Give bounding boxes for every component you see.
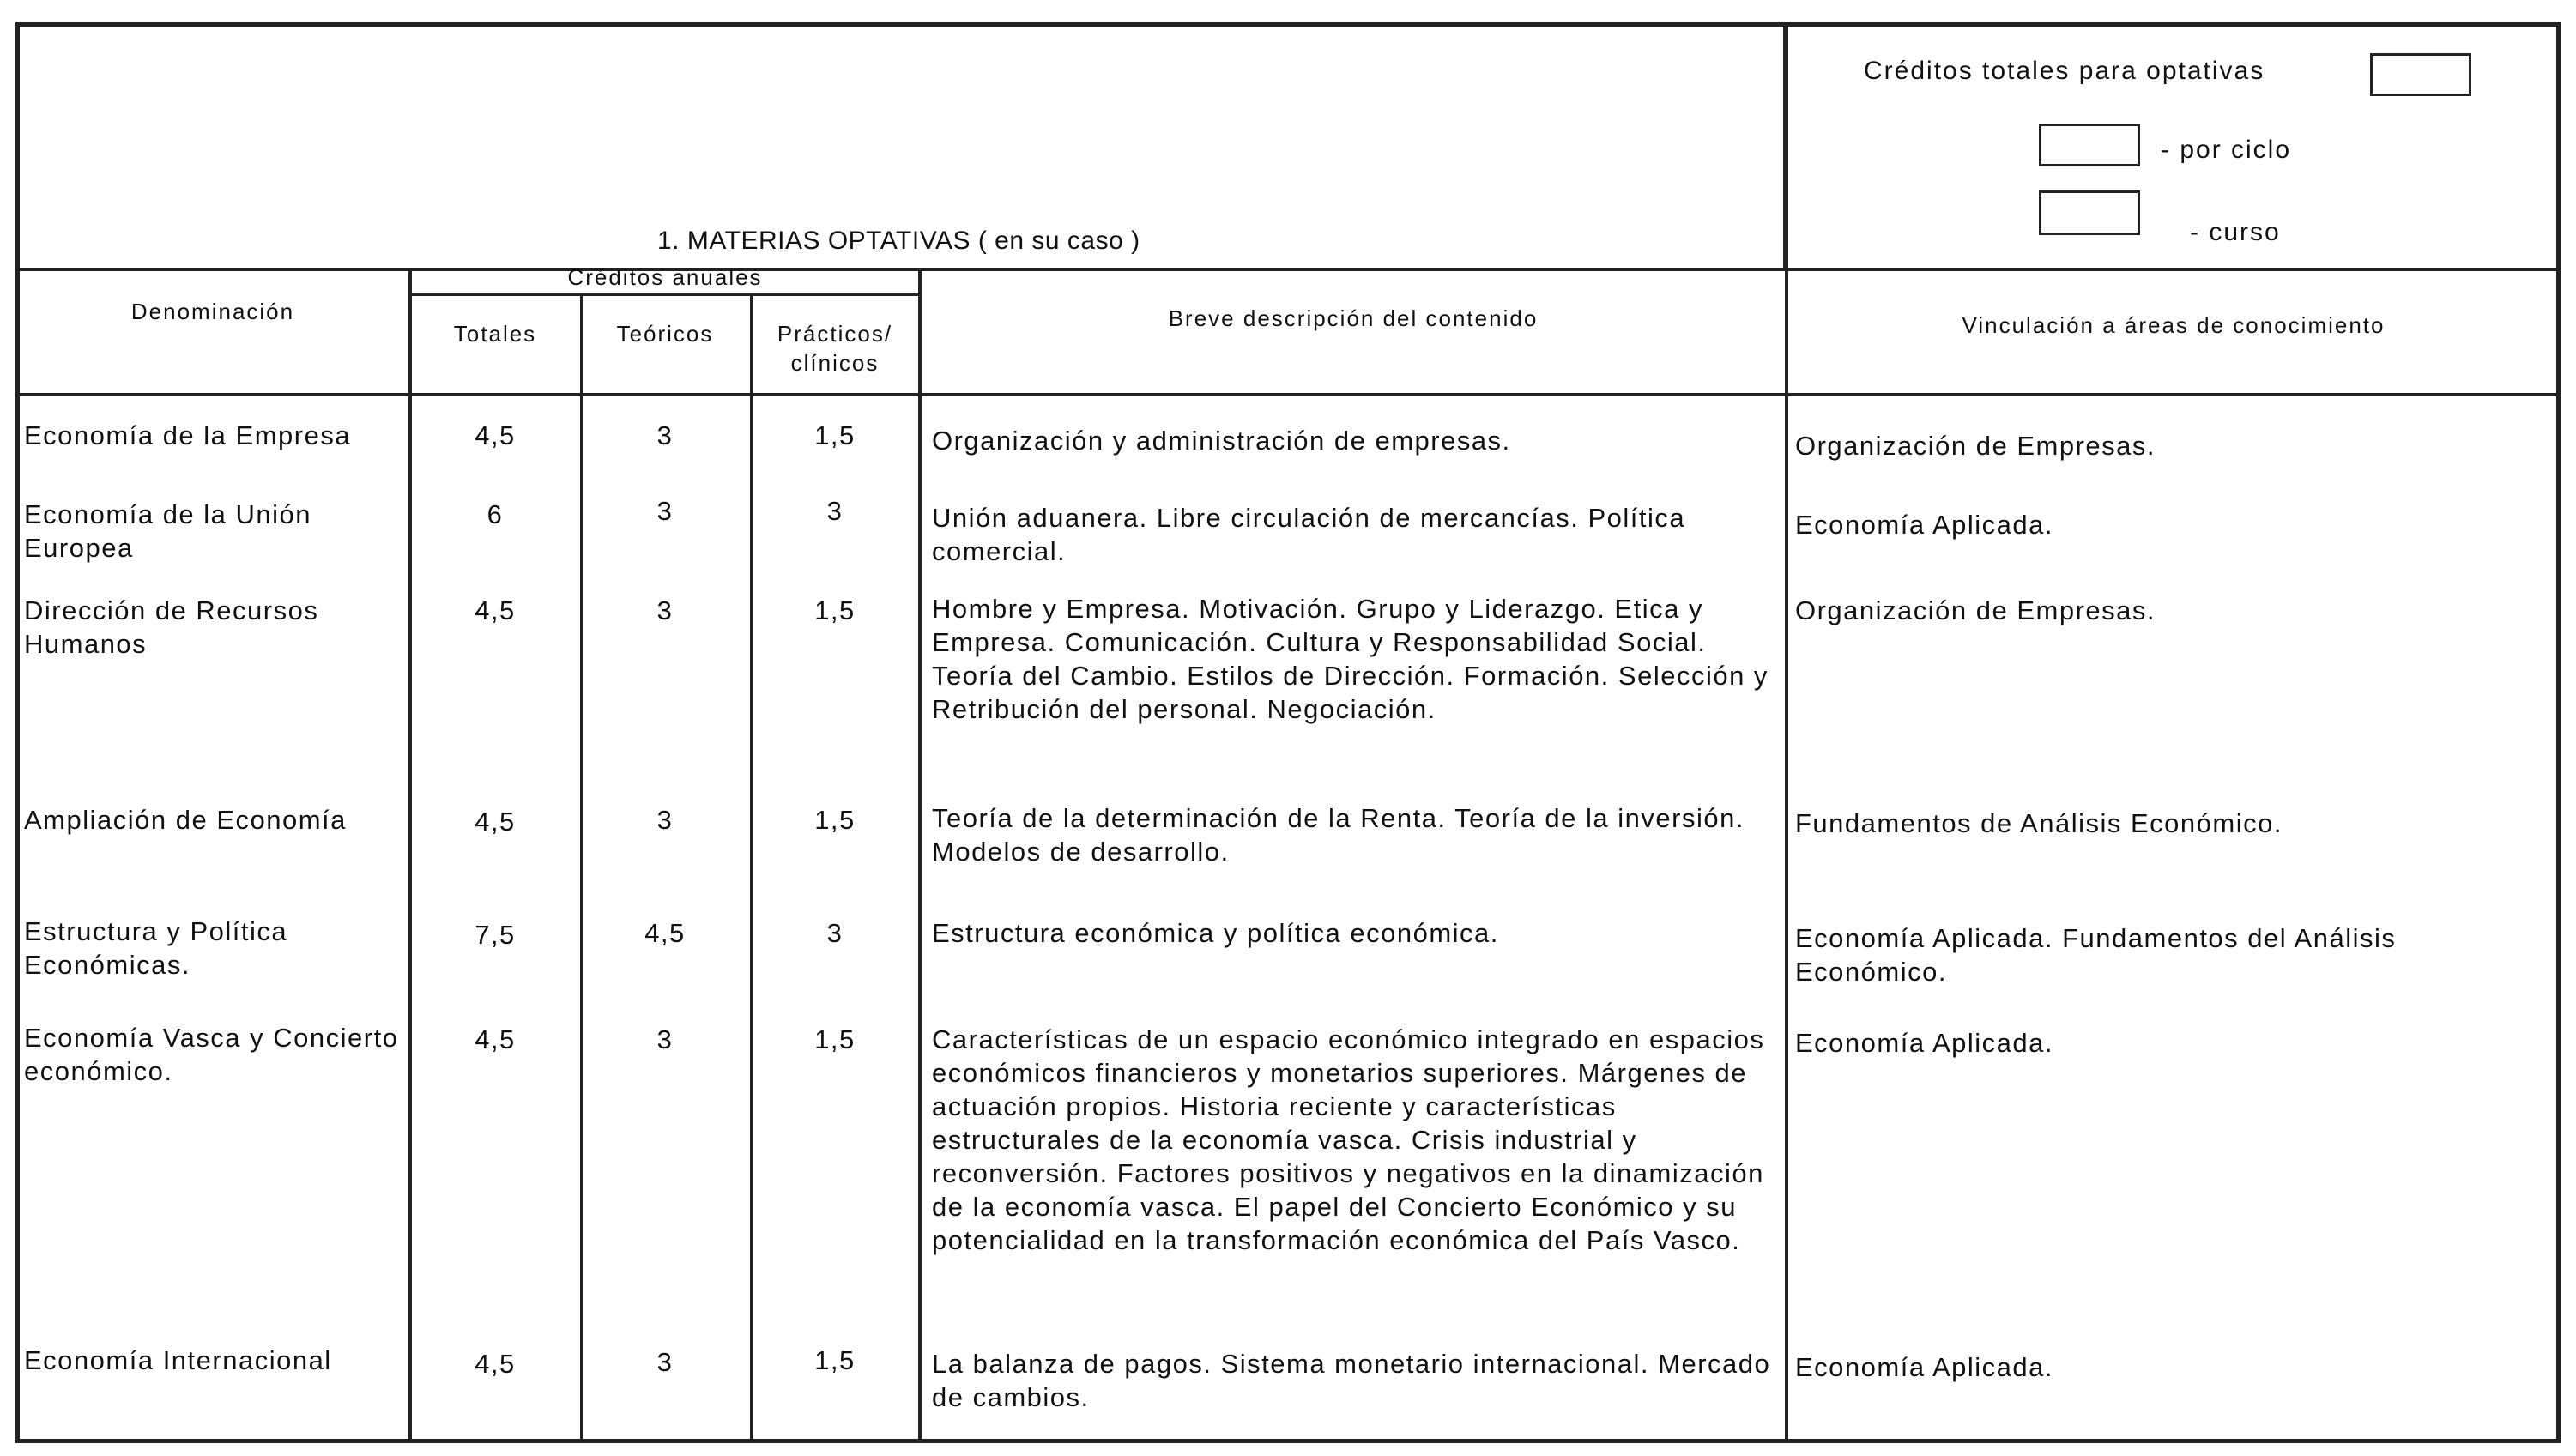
header-practicos: Prácticos/ clínicos bbox=[777, 321, 893, 376]
credits-total-box bbox=[2370, 53, 2471, 96]
column-header-divider bbox=[15, 393, 2561, 396]
header-denominacion: Denominación bbox=[130, 299, 295, 324]
col-divider-2 bbox=[580, 295, 583, 1443]
per-cycle-label: - por ciclo bbox=[2161, 136, 2292, 164]
row-practicos: 1,5 bbox=[814, 595, 856, 625]
row-practicos: 1,5 bbox=[814, 805, 856, 835]
title-cell bbox=[15, 22, 1787, 271]
row-vinculacion: Economía Aplicada. bbox=[1795, 1352, 2054, 1382]
header-teoricos: Teóricos bbox=[616, 321, 714, 347]
row-denominacion: Ampliación de Economía bbox=[24, 805, 347, 835]
col-divider-3 bbox=[750, 295, 753, 1443]
credits-subheader-divider bbox=[410, 293, 920, 296]
header-divider bbox=[15, 268, 2561, 271]
row-descripcion: Teoría de la determinación de la Renta. Teoría de la inversión. Modelos de desarrollo. bbox=[932, 803, 1745, 867]
row-descripcion: Organización y administración de empresas. bbox=[932, 426, 1511, 456]
row-practicos: 1,5 bbox=[814, 1345, 856, 1375]
credits-summary bbox=[1787, 22, 2561, 271]
row-practicos: 1,5 bbox=[814, 420, 856, 450]
row-denominacion: Economía Vasca y Concierto económico. bbox=[24, 1023, 399, 1086]
row-vinculacion: Organización de Empresas. bbox=[1795, 595, 2156, 625]
row-practicos: 3 bbox=[826, 496, 844, 526]
row-teoricos: 3 bbox=[656, 420, 674, 450]
row-practicos: 3 bbox=[826, 918, 844, 948]
row-denominacion: Economía de la Unión Europea bbox=[24, 499, 312, 563]
row-vinculacion: Economía Aplicada. Fundamentos del Análisis Económico. bbox=[1795, 923, 2397, 987]
row-denominacion: Estructura y Política Económicas. bbox=[24, 916, 288, 980]
header-vinculacion: Vinculación a áreas de conocimiento bbox=[1962, 312, 2386, 338]
row-descripcion: La balanza de pagos. Sistema monetario internacional. Mercado de cambios. bbox=[932, 1349, 1771, 1412]
row-totales: 4,5 bbox=[475, 595, 516, 625]
row-denominacion: Economía de la Empresa bbox=[24, 420, 352, 450]
row-teoricos: 4,5 bbox=[644, 918, 686, 948]
row-totales: 4,5 bbox=[475, 420, 516, 450]
header-creditos-anuales: Créditos anuales bbox=[567, 264, 763, 290]
row-practicos: 1,5 bbox=[814, 1024, 856, 1054]
row-totales: 4,5 bbox=[475, 1349, 516, 1379]
row-teoricos: 3 bbox=[656, 805, 674, 835]
row-denominacion: Dirección de Recursos Humanos bbox=[24, 595, 319, 659]
section-title: 1. MATERIAS OPTATIVAS ( en su caso ) bbox=[657, 227, 1140, 255]
row-totales: 4,5 bbox=[475, 1024, 516, 1054]
row-totales: 6 bbox=[487, 499, 504, 529]
row-descripcion: Unión aduanera. Libre circulación de mercancías. Política comercial. bbox=[932, 503, 1686, 566]
credits-per-course-box bbox=[2039, 190, 2140, 235]
col-divider-5 bbox=[1785, 22, 1788, 1443]
header-descripcion: Breve descripción del contenido bbox=[1168, 305, 1539, 331]
row-teoricos: 3 bbox=[656, 1347, 674, 1377]
row-totales: 7,5 bbox=[475, 920, 516, 950]
row-totales: 4,5 bbox=[475, 807, 516, 837]
row-vinculacion: Fundamentos de Análisis Económico. bbox=[1795, 808, 2283, 838]
credits-per-cycle-box bbox=[2039, 124, 2140, 166]
row-descripcion: Estructura económica y política económica. bbox=[932, 918, 1499, 948]
row-vinculacion: Organización de Empresas. bbox=[1795, 431, 2156, 461]
row-vinculacion: Economía Aplicada. bbox=[1795, 510, 2054, 540]
per-course-label: - curso bbox=[2190, 218, 2281, 246]
row-descripcion: Hombre y Empresa. Motivación. Grupo y Liderazgo. Etica y Empresa. Comunicación. Cultura y Responsabilidad Social. Teoría del Cambio. Estilos de Dirección. Formación. Selección y Retribución del personal. Negociación. bbox=[932, 594, 1769, 724]
row-vinculacion: Economía Aplicada. bbox=[1795, 1028, 2054, 1058]
row-denominacion: Economía Internacional bbox=[24, 1345, 332, 1375]
row-teoricos: 3 bbox=[656, 496, 674, 526]
row-teoricos: 3 bbox=[656, 1024, 674, 1054]
row-descripcion: Características de un espacio económico integrado en espacios económicos financieros y monetarios superiores. Márgenes de actuación propios. Historia reciente y características estructurales de la economía vasca. Crisis industrial y reconversión. Factores positivos y negativos en la dinamización de la economía vasca. El papel del Concierto Económico y su potencialidad en la transformación económica del País Vasco. bbox=[932, 1024, 1765, 1255]
row-teoricos: 3 bbox=[656, 595, 674, 625]
credits-total-label: Créditos totales para optativas bbox=[1864, 57, 2265, 85]
header-totales: Totales bbox=[453, 321, 537, 347]
